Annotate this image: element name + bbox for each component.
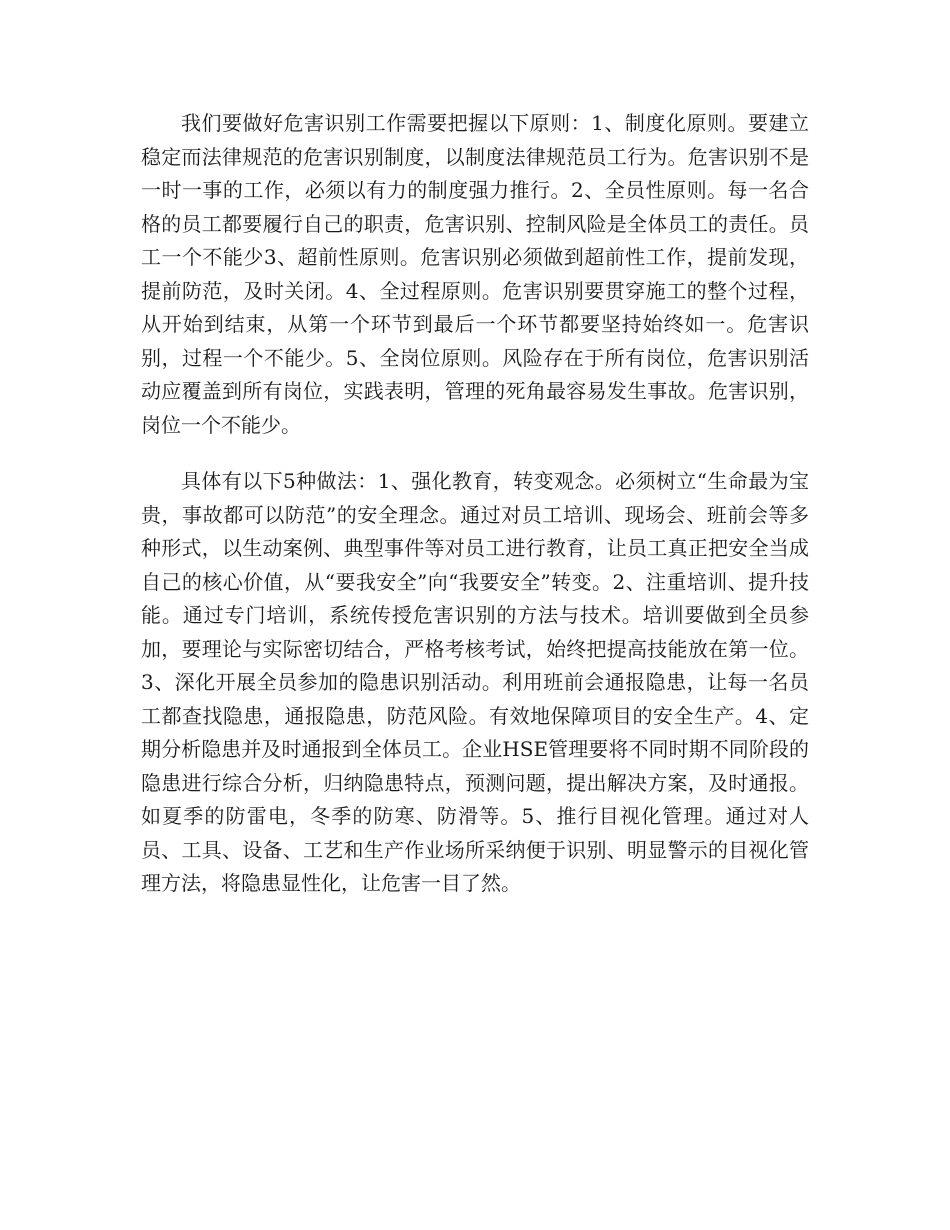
paragraph-methods: 具体有以下5种做法：1、强化教育，转变观念。必须树立“生命最为宝贵，事故都可以防范”的安全理念。通过对员工培训、现场会、班前会等多种形式，以生动案例、典型事件等对员工进行教育，让员工真正把安全当成自己的核心价值，从“要我安全”向“我要安全”转变。2、注重培训、提升技能。通过专门培训，系统传授危害识别的方法与技术。培训要做到全员参加，要理论与实际密切结合，严格考核考试，始终把提高技能放在第一位。3、深化开展全员参加的隐患识别活动。利用班前会通报隐患，让每一名员工都查找隐患，通报隐患，防范风险。有效地保障项目的安全生产。4、定期分析隐患并及时通报到全体员工。企业HSE管理要将不同时期不同阶段的隐患进行综合分析，归纳隐患特点，预测问题，提出解决方案，及时通报。如夏季的防雷电，冬季的防寒、防滑等。5、推行目视化管理。通过对人员、工具、设备、工艺和生产作业场所采纳便于识别、明显警示的目视化管理方法，将隐患显性化，让危害一目了然。 <box>141 469 809 895</box>
document-body <box>141 107 809 901</box>
paragraph-principles: 我们要做好危害识别工作需要把握以下原则：1、制度化原则。要建立稳定而法律规范的危害识别制度，以制度法律规范员工行为。危害识别不是一时一事的工作，必须以有力的制度强力推行。2、全员性原则。每一名合格的员工都要履行自己的职责，危害识别、控制风险是全体员工的责任。员工一个不能少3、超前性原则。危害识别必须做到超前性工作，提前发现，提前防范，及时关闭。4、全过程原则。危害识别要贯穿施工的整个过程，从开始到结束，从第一个环节到最后一个环节都要坚持始终如一。危害识别，过程一个不能少。5、全岗位原则。风险存在于所有岗位，危害识别活动应覆盖到所有岗位，实践表明，管理的死角最容易发生事故。危害识别，岗位一个不能少。 <box>141 111 809 437</box>
